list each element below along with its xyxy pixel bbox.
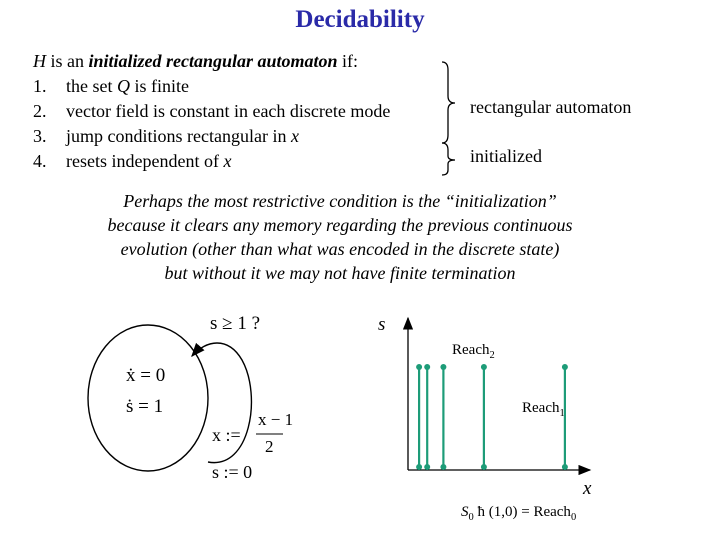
reach-stem-top-dot — [416, 364, 422, 370]
remark-line: Perhaps the most restrictive condition is the “initialization” — [123, 191, 557, 211]
reach-stem-base-dot — [562, 464, 568, 470]
remark-line: but without it we may not have finite termination — [164, 263, 516, 283]
reach0-sub: 0 — [570, 512, 577, 523]
reset-s: s := 0 — [212, 462, 253, 482]
reach0-op: ħ (1,0) = Reach — [473, 504, 571, 520]
invariant-s: ṡ = 1 — [126, 396, 164, 417]
remark-line: evolution (other than what was encoded in the discrete state) — [120, 239, 560, 259]
condition-text: vector field is constant in each discrete mode — [66, 101, 391, 121]
reach-stem-top-dot — [424, 364, 430, 370]
mode-ellipse — [88, 325, 208, 471]
reach-stem-base-dot — [416, 464, 422, 470]
intro-h: H — [33, 51, 46, 71]
condition-var: x — [223, 151, 232, 171]
brace-label-initialized: initialized — [470, 146, 542, 166]
reach0-s-sub: 0 — [468, 512, 474, 523]
condition-number: 4. — [33, 151, 47, 171]
invariant-x: ẋ = 0 — [126, 365, 166, 386]
x-axis-label: x — [583, 478, 592, 499]
reach0-s: S — [461, 504, 469, 520]
reach2-sub: 2 — [489, 350, 495, 361]
reset-x-numerator: x − 1 — [258, 410, 294, 429]
brace-initialized — [442, 143, 455, 175]
reach2-base: Reach — [452, 342, 490, 358]
reach-stem-base-dot — [440, 464, 446, 470]
condition-text: the set — [66, 76, 117, 96]
reach-stem-top-dot — [562, 364, 568, 370]
remark-line: because it clears any memory regarding the previous continuous — [107, 215, 573, 235]
self-loop-arrow — [192, 343, 251, 463]
condition-text: jump conditions rectangular in — [66, 126, 291, 146]
condition-var: Q — [117, 76, 130, 96]
y-axis-label: s — [378, 314, 386, 335]
reach-stem-base-dot — [481, 464, 487, 470]
intro-is-an: is an — [46, 51, 89, 71]
question-label: s ≥ 1 ? — [210, 313, 261, 334]
page-title: Decidability — [295, 6, 425, 33]
condition-number: 2. — [33, 101, 47, 121]
condition-text: resets independent of — [66, 151, 224, 171]
reach-stem-top-dot — [440, 364, 446, 370]
reach-stem-top-dot — [481, 364, 487, 370]
condition-rest: is finite — [130, 76, 189, 96]
intro-term: initialized rectangular automaton — [88, 51, 338, 71]
reach1-sub: 1 — [559, 408, 565, 419]
intro-if: if: — [337, 51, 359, 71]
condition-var: x — [290, 126, 299, 146]
condition-number: 3. — [33, 126, 47, 146]
reach-stem-base-dot — [424, 464, 430, 470]
brace-rectangular — [442, 62, 455, 143]
condition-number: 1. — [33, 76, 47, 96]
reach-stems — [416, 364, 568, 470]
reset-x-denominator: 2 — [265, 437, 274, 456]
reset-x-lhs: x := — [212, 425, 241, 445]
brace-label-rectangular: rectangular automaton — [470, 97, 632, 117]
reach1-base: Reach — [522, 400, 560, 416]
